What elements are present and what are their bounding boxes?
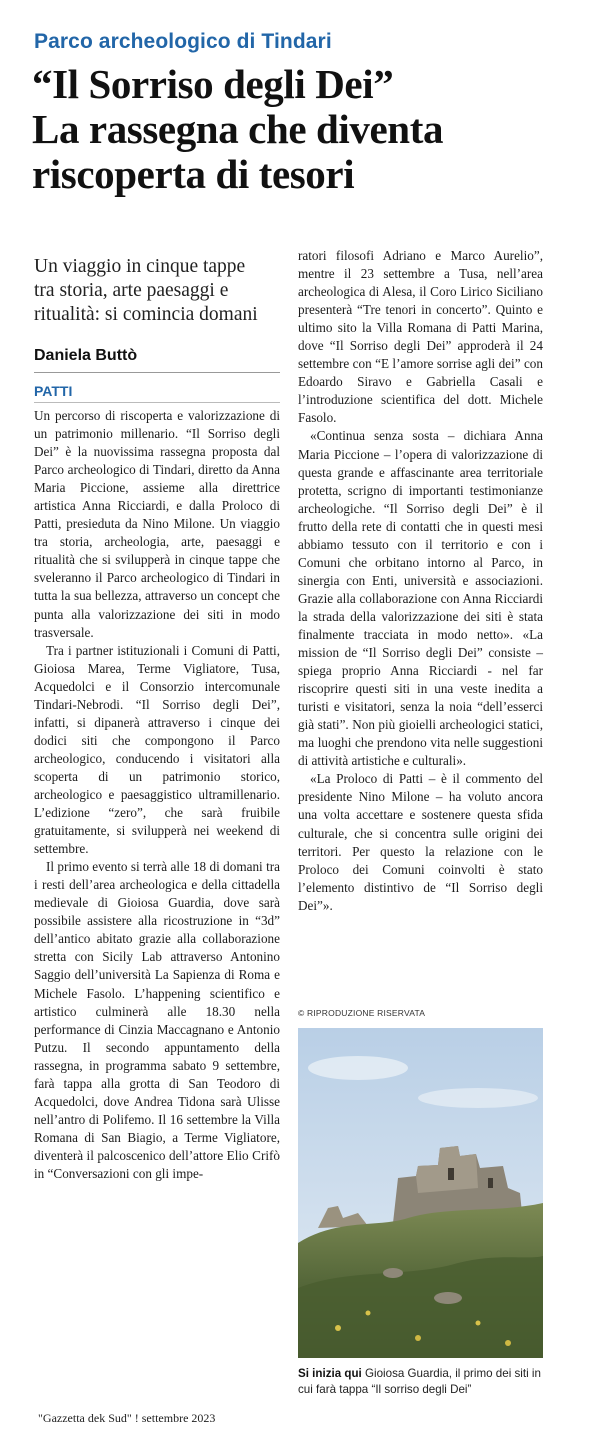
divider [34, 372, 280, 373]
paragraph: «La Proloco di Patti – è il commento del presidente Nino Milone – ha voluto ancora una volta accettare e sostenere questa sfida culturale, che si concentra sulle origini dei territori. Per questo la relazione con le Proloco dei Comuni coinvolti è stato l’elemento distintivo de “Il Sorriso degli Dei”». [298, 771, 543, 913]
dateline: PATTI [34, 383, 73, 399]
author-byline: Daniela Buttò [34, 347, 138, 364]
divider [34, 402, 280, 403]
caption-lead: Si inizia qui [298, 1367, 362, 1380]
paragraph: Un percorso di riscoperta e valorizzazione di un patrimonio millenario. “Il Sorriso degli Dei” è la nuovissima rassegna proposta dal Parco archeologico di Tindari, diretto da Anna Maria Piccione, assieme alla direttrice artistica Anna Ricciardi, e dalla Proloco di Patti, presieduta da Nino Milone. Un viaggio tra storia, archeologia, arte, paesaggi e ritualità che si svilupperà in cinque tappe che sveleranno il Parco archeologico di Tindari in tutta la sua bellezza, attraverso un concept che punta alla valorizzazione dei siti in modo trasversale. [34, 408, 280, 640]
headline [32, 62, 572, 197]
headline-line: La rassegna che diventa [32, 106, 444, 152]
castle-ruins-image [298, 1028, 543, 1358]
article-column-1 [34, 407, 280, 1183]
paragraph: ratori filosofi Adriano e Marco Aurelio”, mentre il 23 settembre a Tusa, nell’area archeologica di Alesa, il Coro Lirico Siciliano presenterà “Tre tenori in concerto”. Quinto e ultimo sito la Villa Romana di Patti Marina, dove “Il Sorriso degli Dei” approderà il 24 settembre con “E l’amore sorrise agli dei” con Edoardo Siravo e Gabriella Casali e l’introduzione scientifica del dott. Michele Fasolo. [298, 248, 543, 426]
headline-line: riscoperta di tesori [32, 151, 355, 197]
subheadline [34, 255, 284, 327]
article-column-2 [298, 247, 543, 915]
section-kicker: Parco archeologico di Tindari [34, 30, 332, 53]
paragraph: Tra i partner istituzionali i Comuni di Patti, Gioiosa Marea, Terme Vigliatore, Tusa, Acquedolci e il Consorzio intercomunale Tindari-Nebrodi. “Il Sorriso degli Dei”, infatti, si dipanerà attraverso i cinque dei dodici siti che compongono il Parco archeologico, conducendo i visitatori alla scoperta di un patrimonio storico, archeologico e paesaggistico ultramillenario. L’edizione “zero”, che sarà fruibile gratuitamente, si svilupperà nei weekend di settembre. [34, 642, 280, 857]
copyright-notice: © RIPRODUZIONE RISERVATA [298, 1008, 426, 1018]
subheadline-line: Un viaggio in cinque tappe [34, 256, 246, 277]
subheadline-line: tra storia, arte paesaggi e [34, 280, 229, 301]
caption-text: Gioiosa Guardia, il primo dei siti in cui farà tappa “Il sorriso degli Dei” [298, 1367, 541, 1396]
headline-line: “Il Sorriso degli Dei” [32, 61, 394, 107]
subheadline-line: ritualità: si comincia domani [34, 304, 258, 325]
paragraph: «Continua senza sosta – dichiara Anna Maria Piccione – l’opera di valorizzazione di questa grande e affascinante area territoriale protetta, scrigno di importanti testimonianze archeologiche. “Il Sorriso degli Dei” è il frutto della rete di contatti che in questi mesi abbiamo tessuto con il territorio e con i Comuni che orbitano intorno al Parco, in sinergia con Enti, università e associazioni. Grazie alla collaborazione con Anna Ricciardi la strada della valorizzazione dei siti è stata finalmente tracciata in modo netto». «La mission de “Il Sorriso degli Dei” consiste – spiega proprio Anna Ricciardi - nel far riscoprire questi siti in una veste inedita a turisti e visitatori, senza la noia “dell’esserci già stati”. Non più gioielli archeologici statici, ma luoghi che prendono vita nelle suggestioni di attività artistiche e culturali». [298, 428, 543, 769]
photo-caption [298, 1366, 548, 1398]
paragraph: Il primo evento si terrà alle 18 di domani tra i resti dell’area archeologica e della cittadella medievale di Gioiosa Guardia, dove sarà possibile assistere alla ricostruzione in “3d” dell’antico abitato grazie alla collaborazione stretta con Sicily Lab attraverso Antonino Saggio dell’università La Sapienza di Roma e Michele Fasolo. L’happening scientifico e artistico culminerà alle 18.30 nella performance di Cinzia Maccagnano e Antonio Putzu. Il secondo appuntamento della rassegna, in programma sabato 9 settembre, farà tappa alla grotta di San Teodoro di Acquedolci, dove Andrea Tidona sarà Ulisse nell’antro di Polifemo. Il 16 settembre la Villa Romana di San Biagio, a Terme Vigliatore, diventerà il palcoscenico dell’attore Elio Crifò in “Conversazioni con gli impe- [34, 859, 280, 1181]
source-note: "Gazzetta dek Sud" ! settembre 2023 [38, 1411, 216, 1425]
article-photo [298, 1028, 543, 1358]
